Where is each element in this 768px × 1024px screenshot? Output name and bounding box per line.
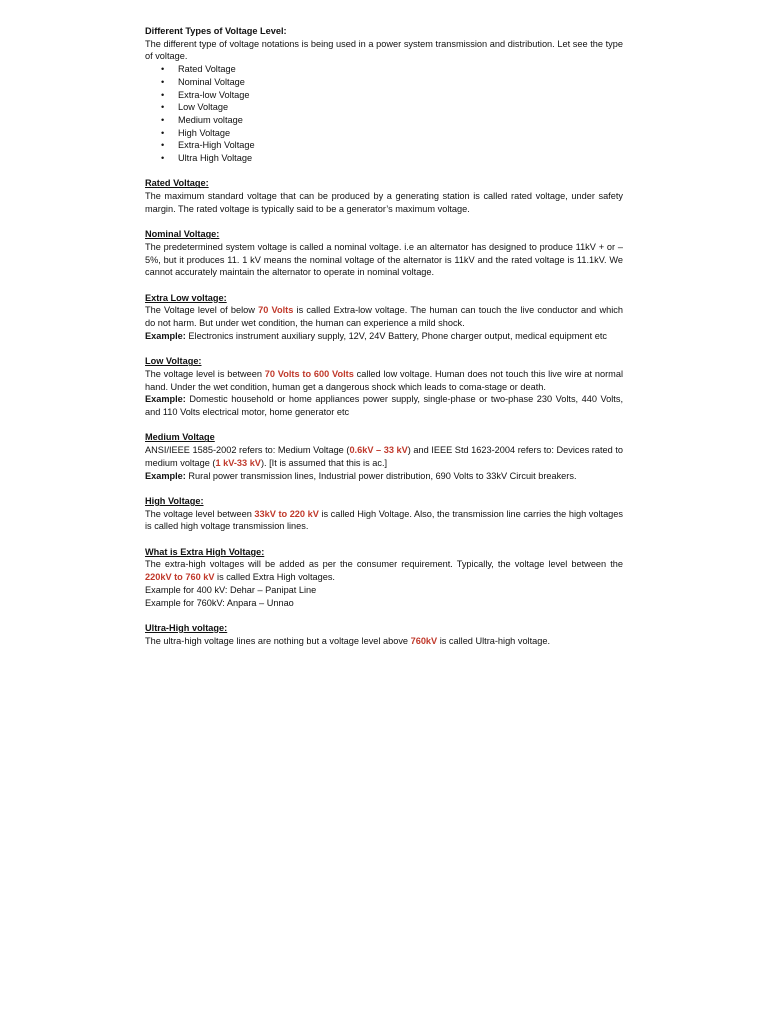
rated-heading: Rated Voltage: [145,178,209,189]
bullet-icon: • [161,114,165,125]
high-highlight: 33kV to 220 kV [254,508,319,519]
medium-example: Example: Rural power transmission lines, Industrial power distribution, 690 Volts to 33kV Circuit breakers. [145,470,577,481]
extra-high-highlight: 220kV to 760 kV [145,572,215,583]
extra-low-example: Example: Electronics instrument auxiliary supply, 12V, 24V Battery, Phone charger output, medical equipment etc [145,330,608,341]
doc-title: Different Types of Voltage Level: [145,26,287,36]
list-item: • Ultra High Voltage [161,153,253,164]
nominal-heading: Nominal Voltage: [145,229,220,240]
low-highlight: 70 Volts to 600 Volts [264,368,354,379]
low-example: Example: Domestic household or home appliances power supply, single-phase or two-phase 230 Volts, 440 Volts, and 110 Volts electrical motor, home generator etc [145,394,623,418]
list-item: • Low Voltage [161,102,229,113]
list-item: • Rated Voltage [161,64,236,75]
bullet-icon: • [161,76,165,87]
ultra-high-heading: Ultra-High voltage: [145,622,228,633]
bullet-icon: • [161,64,165,75]
list-item: • Extra-low Voltage [161,89,250,100]
bullet-icon: • [161,89,165,100]
extra-low-highlight: 70 Volts [258,305,294,316]
low-heading: Low Voltage: [145,356,202,367]
voltage-type-list [145,63,623,165]
intro-text: The different type of voltage notations is being used in a power system transmission and distribution. Let see the type of voltage. [145,38,623,62]
low-text: The voltage level is between 70 Volts to 600 Volts called low voltage. Human does not touch this live wire at normal hand. Under the wet condition, human get a dangerous shock which leads to coma-stage or death. [145,368,623,392]
bullet-icon: • [161,102,165,113]
medium-heading: Medium Voltage [145,432,215,443]
bullet-icon: • [161,140,165,151]
list-item: • Extra-High Voltage [161,140,255,151]
extra-high-heading: What is Extra High Voltage: [145,546,265,557]
medium-text: ANSI/IEEE 1585-2002 refers to: Medium Voltage (0.6kV – 33 kV) and IEEE Std 1623-2004 refers to: Devices rated to medium voltage (1 kV-33 kV). [It is assumed that this is ac.] [145,445,623,468]
extra-high-example-1: Example for 400 kV: Dehar – Panipat Line [145,584,317,595]
list-item: • Nominal Voltage [161,76,245,87]
bullet-icon: • [161,127,165,138]
extra-high-text: The extra-high voltages will be added as per the consumer requirement. Typically, the voltage level between the 220kV to 760 kV is called Extra High voltages. [145,559,623,583]
rated-text: The maximum standard voltage that can be produced by a generating station is called rated voltage, under safety margin. The rated voltage is typically said to be a generator’s maximum voltage. [145,191,623,214]
extra-low-text: The Voltage level of below 70 Volts is called Extra-low voltage. The human can touch the live conductor and which do not harm. But under wet condition, the human can experience a mild shock. [145,305,623,329]
list-item: • Medium voltage [161,114,243,125]
bullet-icon: • [161,153,165,164]
medium-highlight-1: 0.6kV – 33 kV [349,445,408,456]
ultra-high-text: The ultra-high voltage lines are nothing but a voltage level above 760kV is called Ultra-high voltage. [145,635,551,646]
high-heading: High Voltage: [145,495,204,506]
extra-low-heading: Extra Low voltage: [145,292,227,303]
high-text: The voltage level between 33kV to 220 kV is called High Voltage. Also, the transmission line carries the high voltages is called high voltage transmission lines. [145,508,623,532]
nominal-text: The predetermined system voltage is called a nominal voltage. i.e an alternator has designed to produce 11kV + or – 5%, but it produces 11. 1 kV means the nominal voltage of the alternator is 11kV and the rated voltage is 11.1kV. We cannot accurately maintain the alternator to operate in nominal voltage. [145,241,623,278]
medium-highlight-2: 1 kV-33 kV [215,457,261,468]
ultra-high-highlight: 760kV [410,635,438,646]
extra-high-example-2: Example for 760kV: Anpara – Unnao [145,597,294,608]
document-page [145,25,623,647]
list-item: • High Voltage [161,127,231,138]
